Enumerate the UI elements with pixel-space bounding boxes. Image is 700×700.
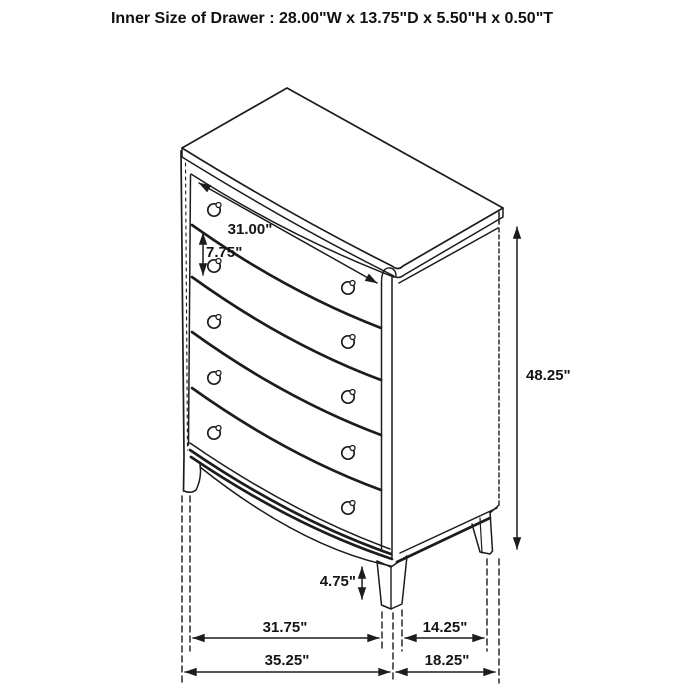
label-overall-depth: 18.25" — [424, 652, 470, 669]
chest-side-panel — [397, 212, 499, 562]
label-drawer-width: 31.00" — [227, 221, 273, 238]
label-front-width-between-legs: 31.75" — [262, 619, 308, 636]
diagram-title: Inner Size of Drawer : 28.00"W x 13.75"D x 5.50"H x 0.50"T — [110, 10, 554, 27]
label-overall-width: 35.25" — [264, 652, 310, 669]
dim-arrow-drawer-width — [199, 183, 377, 283]
label-overall-height: 48.25" — [526, 367, 571, 384]
label-drawer-front-height: 7.75" — [206, 244, 243, 261]
label-leg-height: 4.75" — [319, 573, 356, 590]
label-side-depth-between-legs: 14.25" — [422, 619, 468, 636]
